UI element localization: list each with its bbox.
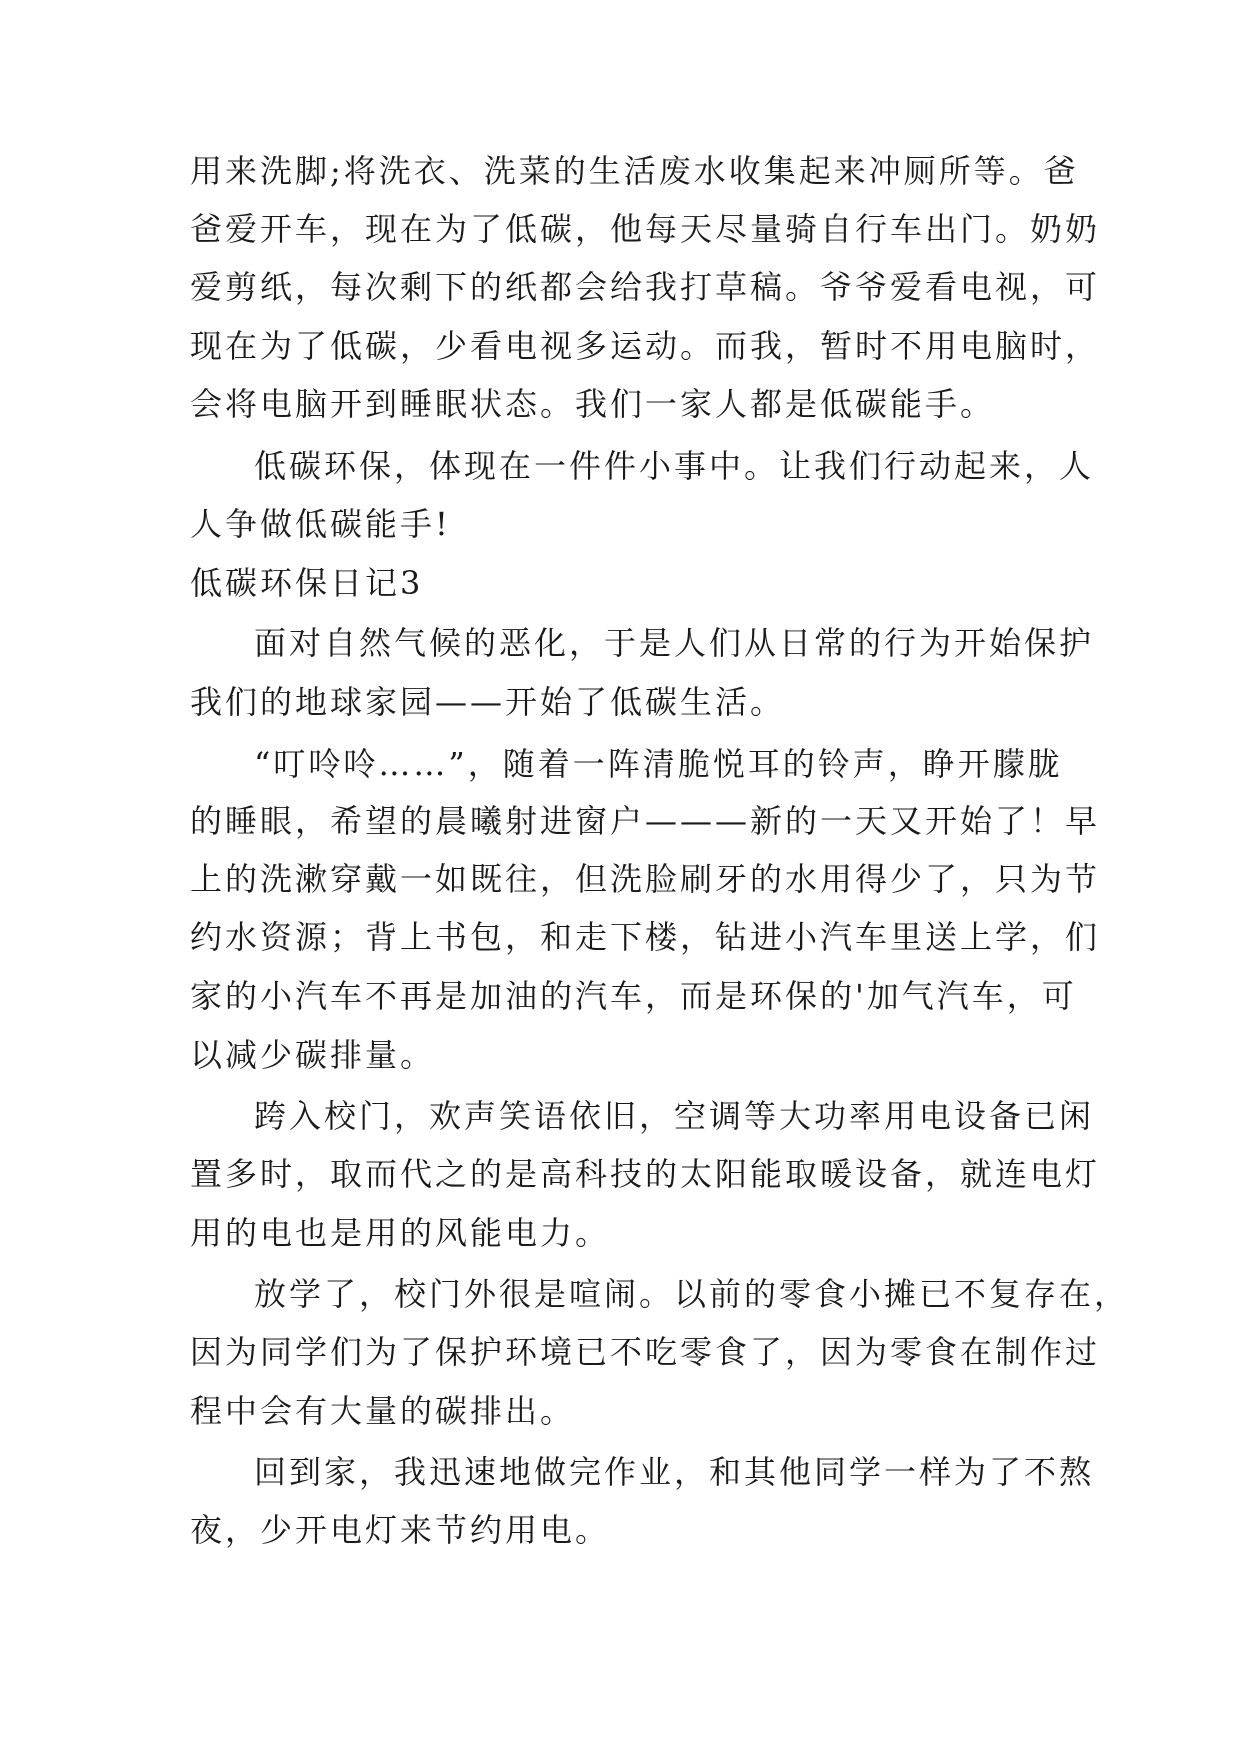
paragraph-line: 约水资源；背上书包，和走下楼，钻进小汽车里送上学，们	[190, 918, 1101, 956]
paragraph-line: 放学了，校门外很是喧闹。以前的零食小摊已不复存在，	[254, 1275, 1130, 1313]
paragraph-line: 低碳环保，体现在一件件小事中。让我们行动起来，人	[254, 447, 1095, 485]
paragraph-line: 我们的地球家园——开始了低碳生活。	[190, 683, 786, 721]
paragraph-line: 面对自然气候的恶化，于是人们从日常的行为开始保护	[254, 624, 1095, 662]
paragraph-line: 的睡眼，希望的晨曦射进窗户———新的一天又开始了！早	[190, 802, 1101, 840]
paragraph-line: 会将电脑开到睡眠状态。我们一家人都是低碳能手。	[190, 385, 996, 423]
paragraph-line: 以减少碳排量。	[190, 1036, 436, 1074]
paragraph-line: 用的电也是用的风能电力。	[190, 1214, 611, 1252]
paragraph-line: 家的小汽车不再是加油的汽车，而是环保的'加气汽车，可	[190, 977, 1077, 1015]
paragraph-line: 现在为了低碳，少看电视多运动。而我，暂时不用电脑时，	[190, 327, 1101, 365]
section-heading: 低碳环保日记3	[190, 564, 424, 602]
paragraph-line: “叮呤呤……”，随着一阵清脆悦耳的铃声，睁开朦胧	[254, 745, 1063, 783]
paragraph-line: 因为同学们为了保护环境已不吃零食了，因为零食在制作过	[190, 1333, 1101, 1371]
paragraph-line: 上的洗漱穿戴一如既往，但洗脸刷牙的水用得少了，只为节	[190, 860, 1101, 898]
paragraph-line: 夜，少开电灯来节约用电。	[190, 1511, 611, 1549]
paragraph-line: 爱剪纸，每次剩下的纸都会给我打草稿。爷爷爱看电视，可	[190, 268, 1101, 306]
paragraph-line: 人争做低碳能手!	[190, 505, 451, 543]
paragraph-line: 回到家，我迅速地做完作业，和其他同学一样为了不熬	[254, 1453, 1095, 1491]
paragraph-line: 程中会有大量的碳排出。	[190, 1392, 576, 1430]
paragraph-line: 爸爱开车，现在为了低碳，他每天尽量骑自行车出门。奶奶	[190, 210, 1101, 248]
paragraph-line: 跨入校门，欢声笑语依旧，空调等大功率用电设备已闲	[254, 1097, 1095, 1135]
paragraph-line: 置多时，取而代之的是高科技的太阳能取暖设备，就连电灯	[190, 1155, 1101, 1193]
paragraph-line: 用来洗脚;将洗衣、洗菜的生活废水收集起来冲厕所等。爸	[190, 152, 1079, 190]
